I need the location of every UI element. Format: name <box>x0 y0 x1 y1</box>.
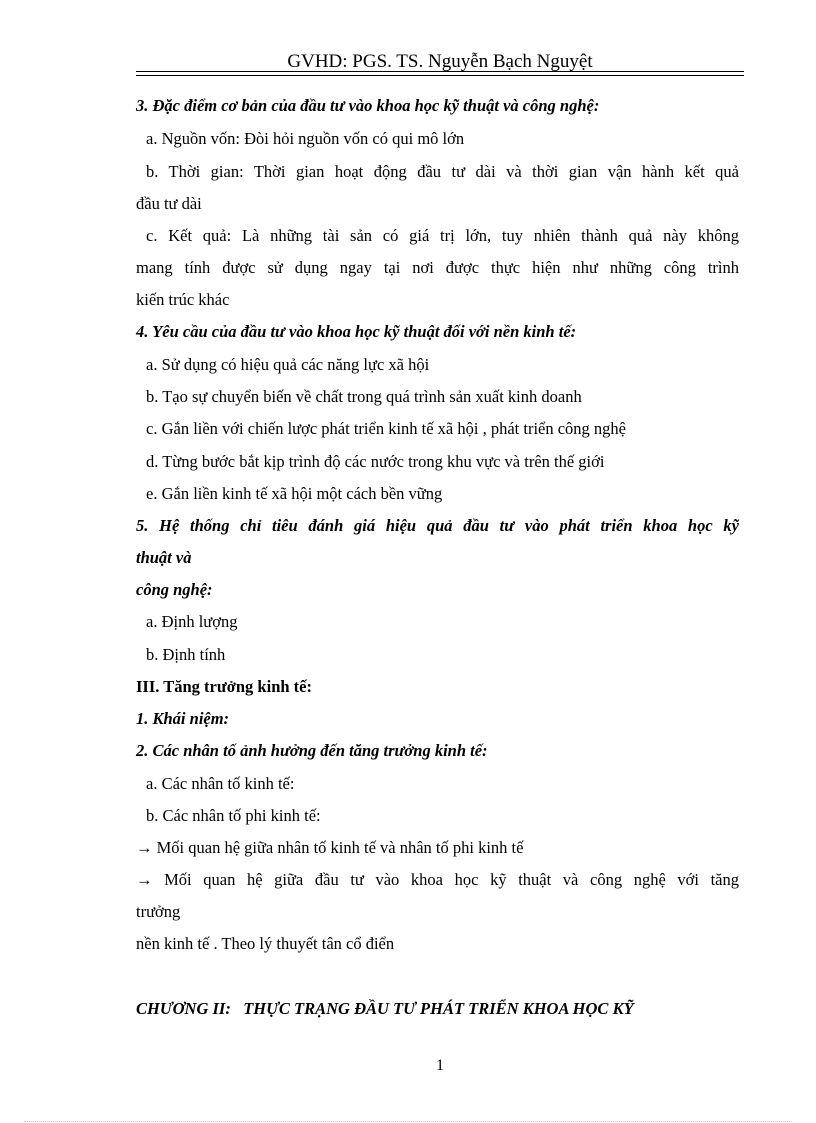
body-line: d. Từng bước bắt kịp trình độ các nước trong khu vực và trên thế giới <box>146 452 605 471</box>
subsection-heading-1: 1. Khái niệm: <box>136 709 230 728</box>
header-rule-top <box>136 71 744 72</box>
body-line: b. Tạo sự chuyển biến về chất trong quá trình sản xuất kinh doanh <box>146 387 582 406</box>
body-line: → Mối quan hệ giữa đầu tư vào khoa học kỹ thuật và công nghệ với tăng <box>136 870 739 889</box>
body-line: kiến trúc khác <box>136 290 230 309</box>
page-number: 1 <box>436 1057 444 1074</box>
section-heading-5-cont: công nghệ: <box>136 580 213 599</box>
section-heading-5-cont: thuật và <box>136 548 192 567</box>
header-rule-bottom <box>136 75 744 76</box>
body-line: b. Thời gian: Thời gian hoạt động đầu tư dài và thời gian vận hành kết quả <box>146 162 739 181</box>
body-line: c. Kết quả: Là những tài sản có giá trị lớn, tuy nhiên thành quả này không <box>146 226 739 245</box>
section-heading-5: 5. Hệ thống chỉ tiêu đánh giá hiệu quả đầu tư vào phát triển khoa học kỹ <box>136 516 739 535</box>
body-line: đầu tư dài <box>136 194 202 213</box>
body-line: a. Nguồn vốn: Đòi hỏi nguồn vốn có qui mô lớn <box>146 129 465 148</box>
section-heading-iii: III. Tăng trưởng kinh tế: <box>136 677 312 696</box>
body-line: trưởng <box>136 902 181 921</box>
body-line: b. Định tính <box>146 645 226 664</box>
body-line: c. Gắn liền với chiến lược phát triển kinh tế xã hội , phát triển công nghệ <box>146 419 627 438</box>
body-line: mang tính được sử dụng ngay tại nơi được thực hiện như những công trình <box>136 258 739 277</box>
body-line: b. Các nhân tố phi kinh tế: <box>146 806 321 825</box>
page-bottom-edge <box>24 1121 792 1122</box>
body-line: e. Gắn liền kinh tế xã hội một cách bền vững <box>146 484 443 503</box>
section-heading-3: 3. Đặc điểm cơ bản của đầu tư vào khoa học kỹ thuật và công nghệ: <box>136 96 600 115</box>
body-line: a. Định lượng <box>146 612 238 631</box>
section-heading-4: 4. Yêu cầu của đầu tư vào khoa học kỹ thuật đối với nền kinh tế: <box>136 322 577 341</box>
chapter-heading: CHƯƠNG II: THỰC TRẠNG ĐẦU TƯ PHÁT TRIỂN KHOA HỌC KỸ <box>136 999 634 1018</box>
subsection-heading-2: 2. Các nhân tố ảnh hưởng đến tăng trưởng kinh tế: <box>136 741 488 760</box>
body-line: a. Các nhân tố kinh tế: <box>146 774 295 793</box>
body-line: nền kinh tế . Theo lý thuyết tân cổ điển <box>136 934 395 953</box>
body-line: a. Sử dụng có hiệu quả các năng lực xã hội <box>146 355 430 374</box>
body-line: → Mối quan hệ giữa nhân tố kinh tế và nhân tố phi kinh tế <box>136 838 524 857</box>
page-header: GVHD: PGS. TS. Nguyễn Bạch Nguyệt <box>287 51 593 72</box>
